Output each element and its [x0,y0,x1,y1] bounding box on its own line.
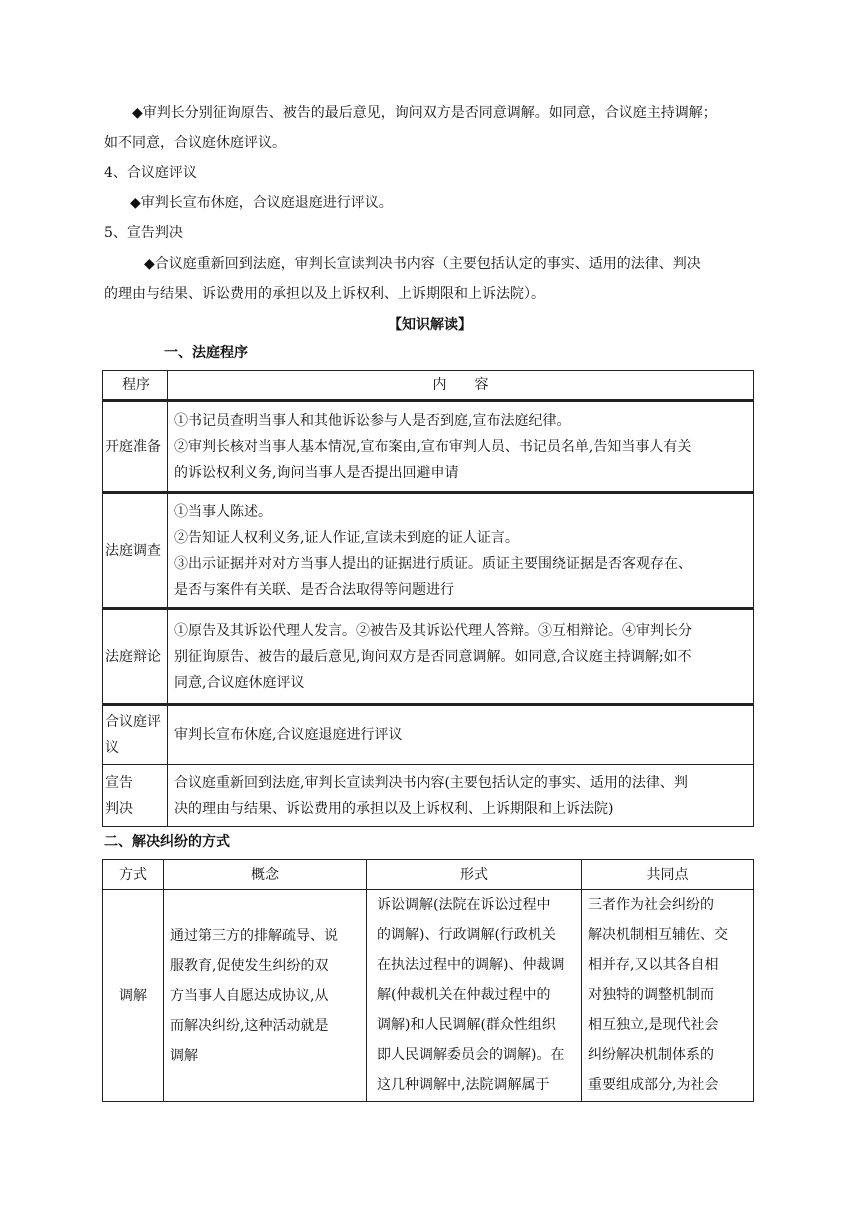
header-form: 形式 [367,860,582,890]
content-line: ③出示证据并对对方当事人提出的证据进行质证。质证主要围绕证据是否客观存在、 [174,555,692,572]
section-title: 【知识解读】 [388,317,472,333]
form-line: 的调解)、行政调解(行政机关 [377,927,556,943]
procedure-row [103,705,754,765]
intro-line-2: 如不同意，合议庭休庭评议。 [104,135,286,151]
concept-line: 通过第三方的排解疏导、说 [170,927,338,944]
content-line: 别征询原告、被告的最后意见,询问双方是否同意调解。如同意,合议庭主持调解;如不 [174,648,692,665]
header-concept: 概念 [164,860,367,890]
procedure-name: 法庭辩论 [103,609,168,705]
form-line: 这几种调解中,法院调解属于 [377,1077,550,1093]
procedure-name-line: 宣告 [105,774,133,791]
common-line: 相互独立,是现代社会 [588,1017,719,1033]
form-line: 在执法过程中的调解)、仲裁调 [377,957,565,973]
header-common: 共同点 [582,860,754,890]
procedure-row [103,401,754,493]
content-line: 是否与案件有关联、是否合法取得等问题进行 [174,581,454,598]
content-line: 合议庭重新回到法庭,审判长宣读判决书内容(主要包括认定的事实、适用的法律、判 [174,774,688,791]
procedure-name-line: 判决 [105,800,133,817]
dispute-table-header [103,860,754,890]
concept-line: 而解决纠纷,这种活动就是 [170,1017,329,1034]
procedure-content [168,401,754,493]
common-line: 重要组成部分,为社会 [588,1077,719,1093]
step-5-line-2: 的理由与结果、诉讼费用的承担以及上诉权利、上诉期限和上诉法院）。 [104,286,545,302]
procedure-content [168,705,754,765]
procedure-row [103,765,754,827]
form-line: 诉讼调解(法院在诉讼过程中 [377,897,551,913]
common-line: 对独特的调整机制而 [588,987,714,1003]
header-content: 内 容 [168,371,754,401]
procedure-name: 法庭调查 [103,493,168,609]
procedure-row [103,609,754,705]
header-method: 方式 [103,860,164,890]
step-4-text: ◆审判长宣布休庭，合议庭退庭进行评议。 [130,195,393,211]
procedure-name-line: 议 [105,740,119,756]
procedure-content [168,609,754,705]
content-line: ①当事人陈述。 [174,503,272,520]
step-5-line-1: ◆合议庭重新回到法庭，审判长宣读判决书内容（主要包括认定的事实、适用的法律、判决 [144,256,701,272]
procedure-name: 开庭准备 [103,401,168,493]
content-line: ②审判长核对当事人基本情况,宣布案由,宣布审判人员、书记员名单,告知当事人有关 [174,438,692,455]
procedure-content [168,493,754,609]
procedure-name [103,705,168,765]
step-4-heading: 4、合议庭评议 [104,165,197,181]
method-name: 调解 [103,890,164,1102]
procedure-row [103,493,754,609]
concept-line: 方当事人自愿达成协议,从 [170,987,329,1004]
form-line: 解(仲裁机关在仲裁过程中的 [377,987,551,1003]
content-line: 审判长宣布休庭,合议庭退庭进行评议 [174,727,403,743]
procedure-name-line: 合议庭评 [105,714,161,730]
common-line: 纠纷解决机制体系的 [588,1047,714,1063]
header-procedure: 程序 [103,371,168,401]
content-line: 的诉讼权利义务,询问当事人是否提出回避申请 [174,464,459,481]
form-line: 即人民调解委员会的调解)。在 [377,1047,565,1063]
step-5-heading: 5、宣告判决 [104,225,183,241]
content-line: ②告知证人权利义务,证人作证,宣读未到庭的证人证言。 [174,529,519,546]
common-line: 三者作为社会纠纷的 [588,897,714,913]
concept-cell [164,890,367,1102]
dispute-row [103,890,754,1102]
procedure-content [168,765,754,827]
part-1-heading: 一、法庭程序 [164,345,248,361]
common-line: 相并存,又以其各自相 [588,957,719,973]
intro-line-1: ◆审判长分别征询原告、被告的最后意见，询问双方是否同意调解。如同意，合议庭主持调解； [132,105,717,121]
content-line: ①原告及其诉讼代理人发言。②被告及其诉讼代理人答辩。③互相辩论。④审判长分 [174,622,692,639]
form-line: 调解)和人民调解(群众性组织 [377,1017,556,1033]
content-line: ①书记员查明当事人和其他诉讼参与人是否到庭,宣布法庭纪律。 [174,412,571,429]
concept-line: 调解 [170,1047,198,1064]
procedure-name [103,765,168,827]
common-line: 解决机制相互辅佐、交 [588,927,728,943]
content-line: 同意,合议庭休庭评议 [174,674,305,691]
form-cell [367,890,582,1102]
common-cell [582,890,754,1102]
content-line: 决的理由与结果、诉讼费用的承担以及上诉权利、上诉期限和上诉法院) [174,800,614,817]
procedure-table-header [103,371,754,401]
dispute-table [102,859,754,1102]
concept-line: 服教育,促使发生纠纷的双 [170,957,329,974]
procedure-table [102,370,754,827]
part-2-heading: 二、解决纠纷的方式 [104,834,230,850]
